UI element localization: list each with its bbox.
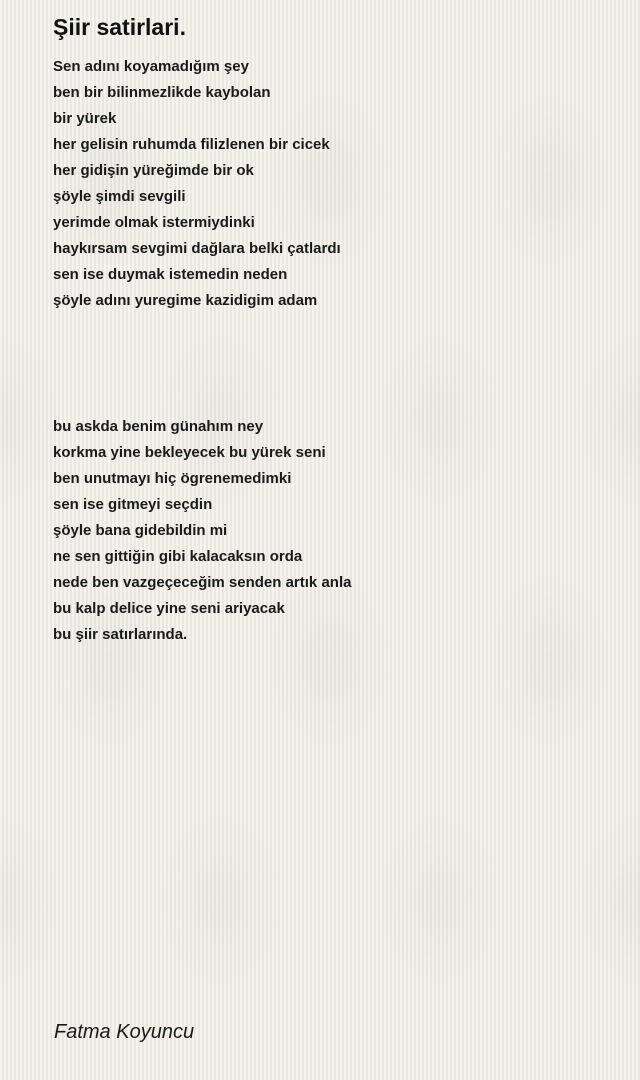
poem-line: ne sen gittiğin gibi kalacaksın orda bbox=[53, 548, 303, 565]
poem-line: şöyle bana gidebildin mi bbox=[53, 522, 228, 539]
poem-line: nede ben vazgeçeceğim senden artık anla bbox=[53, 574, 352, 591]
poem-stanza-1 bbox=[53, 54, 341, 314]
poem-line: bu şiir satırlarında. bbox=[53, 626, 188, 643]
poem-line: bu kalp delice yine seni ariyacak bbox=[53, 600, 285, 617]
poem-line: korkma yine bekleyecek bu yürek seni bbox=[53, 444, 326, 461]
poem-line: Sen adını koyamadığım şey bbox=[53, 58, 249, 75]
poem-line: her gelisin ruhumda filizlenen bir cicek bbox=[53, 136, 330, 153]
poem-author: Fatma Koyuncu bbox=[54, 1021, 195, 1043]
poem-line: bir yürek bbox=[53, 110, 117, 127]
poem-line: her gidişin yüreğimde bir ok bbox=[53, 162, 254, 179]
poem-stanza-2 bbox=[53, 414, 351, 648]
poem-line: ben bir bilinmezlikde kaybolan bbox=[53, 84, 271, 101]
poem-title: Şiir satirlari. bbox=[53, 14, 186, 40]
poem-line: sen ise gitmeyi seçdin bbox=[53, 496, 213, 513]
poem-line: şöyle şimdi sevgili bbox=[53, 188, 186, 205]
poem-line: ben unutmayı hiç ögrenemedimki bbox=[53, 470, 292, 487]
poem-line: sen ise duymak istemedin neden bbox=[53, 266, 288, 283]
poem-line: bu askda benim günahım ney bbox=[53, 418, 264, 435]
poem-line: haykırsam sevgimi dağlara belki çatlardı bbox=[53, 240, 341, 257]
poem-line: şöyle adını yuregime kazidigim adam bbox=[53, 292, 318, 309]
poem-line: yerimde olmak istermiydinki bbox=[53, 214, 255, 231]
